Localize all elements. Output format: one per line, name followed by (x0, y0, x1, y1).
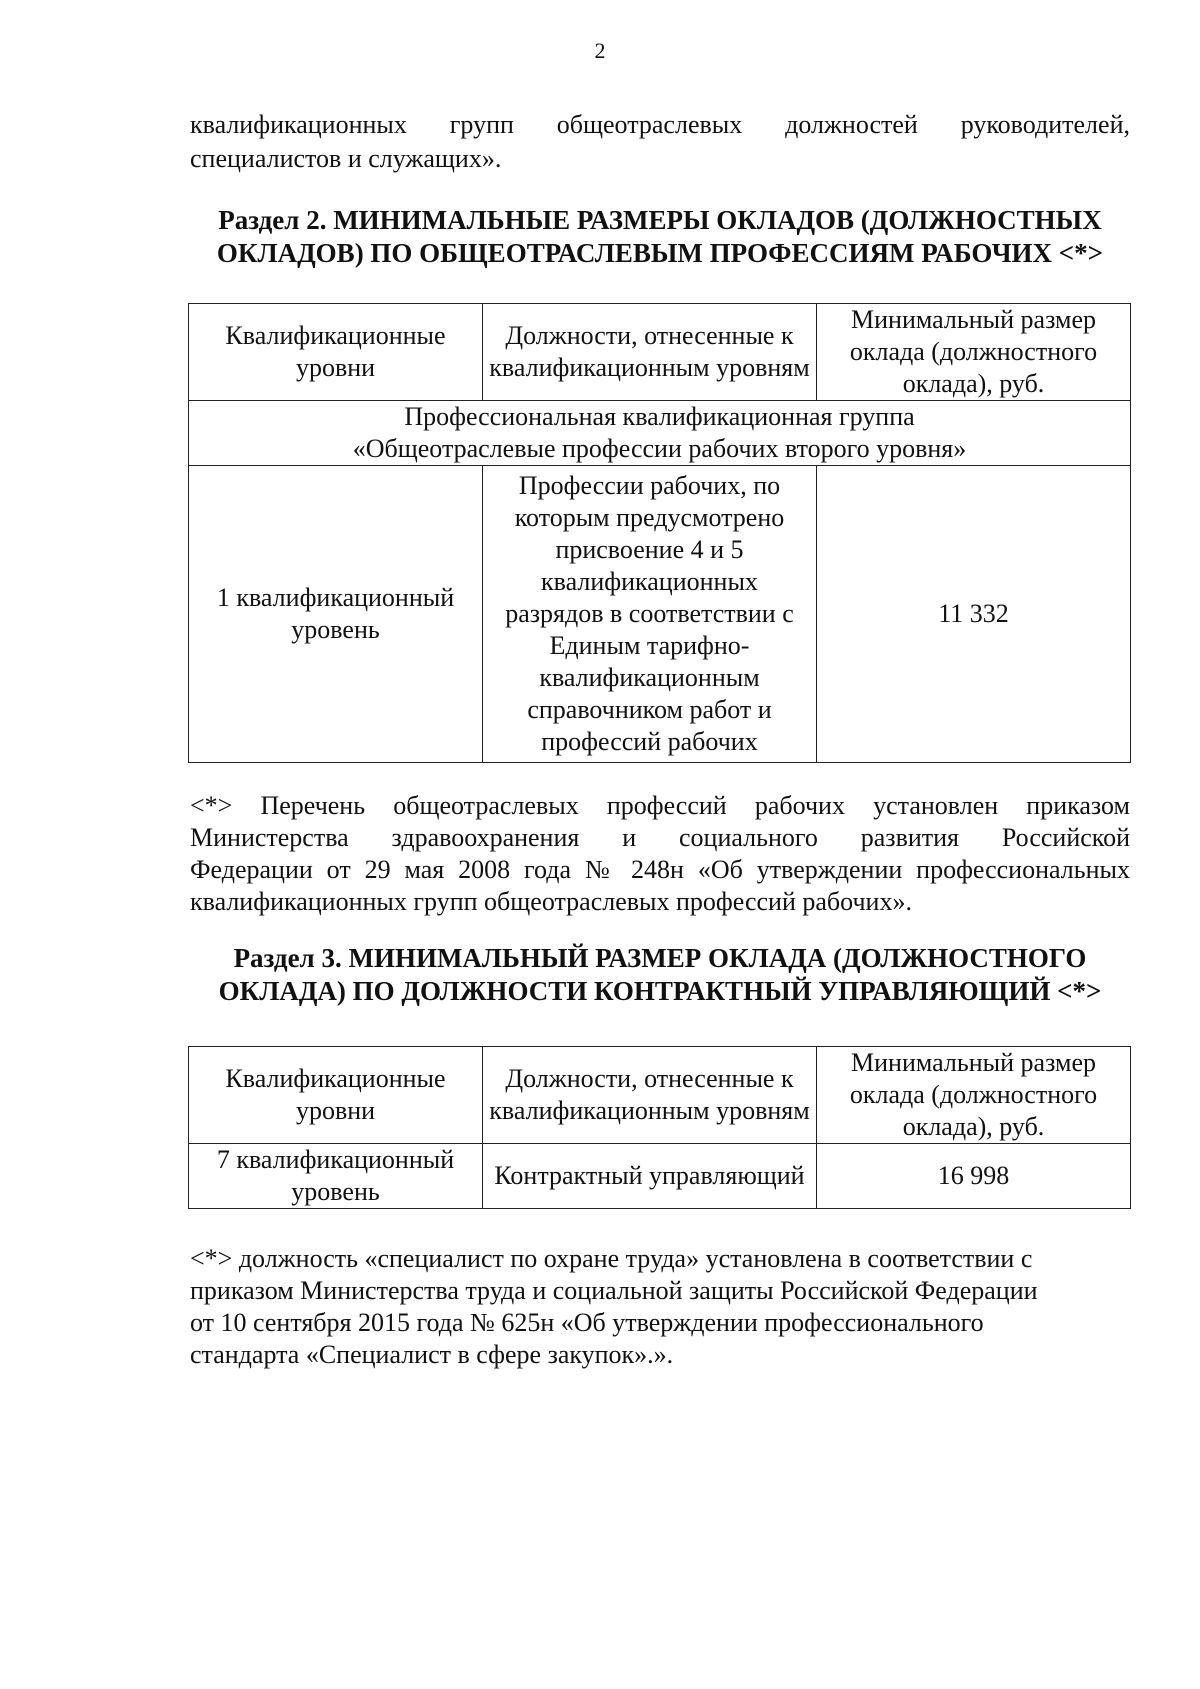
cell-positions: Профессии рабочих, по которым предусмотрено присвоение 4 и 5 квалификационных разрядов в соответствии с Единым тарифно-квалификационным справочником работ и профессий рабочих (483, 466, 817, 763)
section-3-title-line-1: Раздел 3. МИНИМАЛЬНЫЙ РАЗМЕР ОКЛАДА (ДОЛЖНОСТНОГО (233, 943, 1087, 973)
group-line-2: «Общеотраслевые профессии рабочих второго уровня» (352, 434, 967, 463)
group-line-1: Профессиональная квалификационная группа (404, 402, 915, 431)
section-2-title-line-1: Раздел 2. МИНИМАЛЬНЫЕ РАЗМЕРЫ ОКЛАДОВ (ДОЛЖНОСТНЫХ (218, 205, 1102, 235)
section-2-table (188, 303, 1131, 763)
header-levels: Квалификационные уровни (189, 304, 483, 401)
section-2-title-line-2: ОКЛАДОВ) ПО ОБЩЕОТРАСЛЕВЫМ ПРОФЕССИЯМ РАБОЧИХ <*> (216, 238, 1104, 268)
table-header-row (189, 304, 1131, 401)
cell-level: 7 квалификационный уровень (189, 1144, 483, 1209)
header-salary: Минимальный размер оклада (должностного оклада), руб. (817, 1047, 1131, 1144)
cell-level: 1 квалификационный уровень (189, 466, 483, 763)
table-row (189, 1144, 1131, 1209)
cell-salary: 16 998 (817, 1144, 1131, 1209)
footnote-line: приказом Министерства труда и социальной защиты Российской Федерации (190, 1276, 1038, 1305)
footnote-line: стандарта «Специалист в сфере закупок».». (190, 1340, 674, 1369)
cell-positions: Контрактный управляющий (483, 1144, 817, 1209)
footnote-line: Федерации от 29 мая 2008 года № 248н «Об утверждении профессиональных (190, 855, 1130, 884)
intro-line-1: квалификационных групп общеотраслевых должностей руководителей, (190, 110, 1130, 139)
header-positions: Должности, отнесенные к квалификационным уровням (483, 1047, 817, 1144)
group-cell (189, 401, 1131, 466)
section-3-title-line-2: ОКЛАДА) ПО ДОЛЖНОСТИ КОНТРАКТНЫЙ УПРАВЛЯЮЩИЙ <*> (218, 976, 1102, 1006)
section-3-title (190, 942, 1130, 1008)
footnote-line: от 10 сентября 2015 года № 625н «Об утверждении профессионального (190, 1308, 984, 1337)
section-2-title (190, 204, 1130, 270)
footnote-line: <*> Перечень общеотраслевых профессий рабочих установлен приказом (190, 791, 1130, 820)
intro-line-2: специалистов и служащих». (190, 144, 502, 173)
header-positions: Должности, отнесенные к квалификационным уровням (483, 304, 817, 401)
cell-salary: 11 332 (817, 466, 1131, 763)
header-levels: Квалификационные уровни (189, 1047, 483, 1144)
table-group-row (189, 401, 1131, 466)
page-number: 2 (594, 38, 606, 63)
footnote-line: квалификационных групп общеотраслевых профессий рабочих». (190, 887, 912, 916)
section-2-footnote (190, 790, 1130, 918)
header-salary: Минимальный размер оклада (должностного оклада), руб. (817, 304, 1131, 401)
table-row (189, 466, 1131, 763)
footnote-line: Министерства здравоохранения и социального развития Российской (190, 823, 1130, 852)
table-header-row (189, 1047, 1131, 1144)
intro-paragraph (190, 108, 1130, 176)
section-3-table (188, 1046, 1131, 1209)
footnote-line: <*> должность «специалист по охране труда» установлена в соответствии с (190, 1244, 1033, 1273)
section-3-footnote (190, 1243, 1130, 1371)
